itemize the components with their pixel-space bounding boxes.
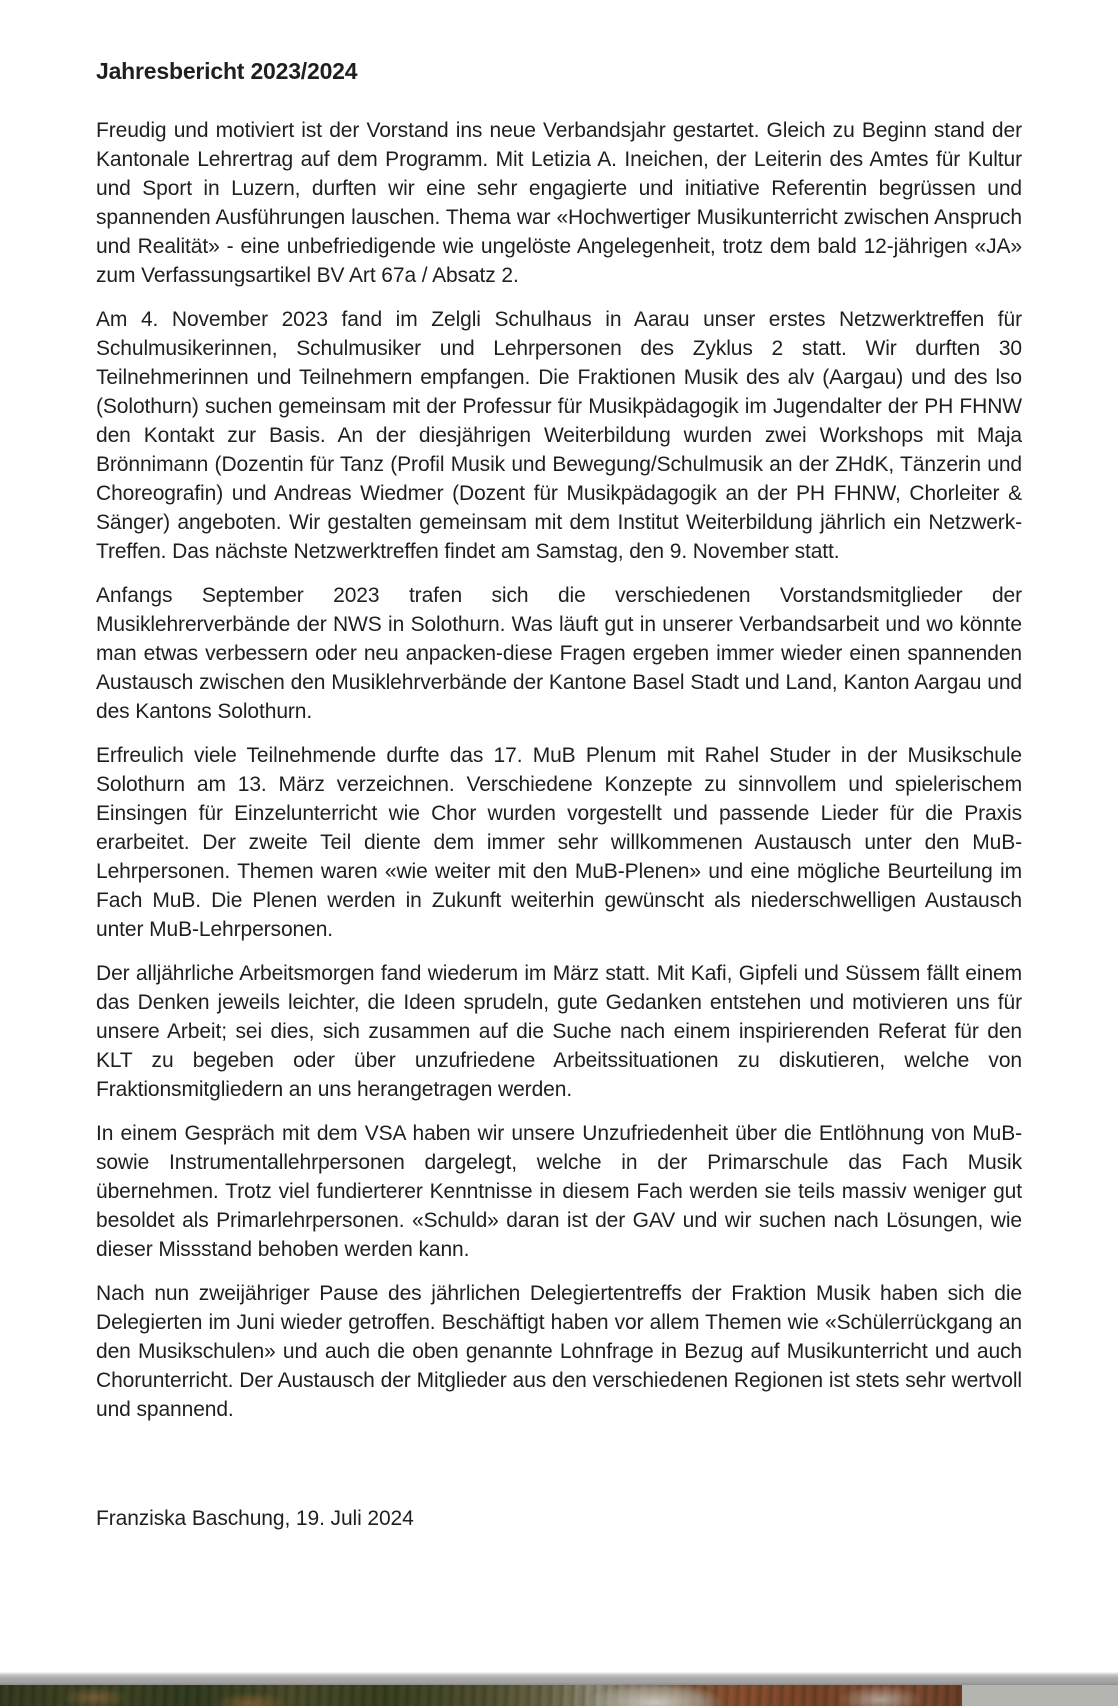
paragraph-vsa-entloehnung: In einem Gespräch mit dem VSA haben wir unsere Unzufriedenheit über die Entlöhnung von MuB- sowie Instrumentallehrpersonen dargelegt, welche in der Primarschule das Fach Musik übernehmen. Trotz viel fundierterer Kenntnisse in diesem Fach werden sie teils massiv weniger gut besoldet als Primarlehrpersonen. «Schuld» daran ist der GAV und wir suchen nach Lösungen, wie dieser Missstand behoben werden kann.	[96, 1122, 1022, 1261]
paragraph-vorstandsmitglieder-nws: Anfangs September 2023 trafen sich die verschiedenen Vorstandsmitglieder der Musiklehrerverbände der NWS in Solothurn. Was läuft gut in unserer Verbandsarbeit und wo könnte man etwas verbessern oder neu anpacken-diese Fragen ergeben immer wieder einen spannenden Austausch zwischen den Musiklehrverbände der Kantone Basel Stadt und Land, Kanton Aargau und des Kantons Solothurn.	[96, 584, 1022, 723]
next-page-strip	[0, 1685, 1118, 1706]
paragraph-arbeitsmorgen: Der alljährliche Arbeitsmorgen fand wiederum im März statt. Mit Kafi, Gipfeli und Süssem fällt einem das Denken jeweils leichter, die Ideen sprudeln, gute Gedanken entstehen und motivieren uns für unsere Arbeit; sei dies, sich zusammen auf die Suche nach einem inspirierenden Referat für den KLT zu begeben oder über unzufriedene Arbeitssituationen zu diskutieren, welche von Fraktionsmitgliedern an uns herangetragen werden.	[96, 962, 1022, 1101]
paragraph-delegiertentreff: Nach nun zweijähriger Pause des jährlichen Delegiertentreffs der Fraktion Musik haben sich die Delegierten im Juni wieder getroffen. Beschäftigt haben vor allem Themen wie «Schülerrückgang an den Musikschulen» und auch die oben genannte Lohnfrage in Bezug auf Musikunterricht und auch Chorunterricht. Der Austausch der Mitglieder aus den verschiedenen Regionen ist stets sehr wertvoll und spannend.	[96, 1282, 1022, 1421]
autumn-landscape-photo	[0, 1685, 962, 1706]
paragraph-netzwerktreffen: Am 4. November 2023 fand im Zelgli Schulhaus in Aarau unser erstes Netzwerktreffen für Schulmusikerinnen, Schulmusiker und Lehrpersonen des Zyklus 2 statt. Wir durften 30 Teilnehmerinnen und Teilnehmern empfangen. Die Fraktionen Musik des alv (Aargau) und des lso (Solothurn) suchen gemeinsam mit der Professur für Musikpädagogik im Jugendalter der PH FHNW den Kontakt zur Basis. An der diesjährigen Weiterbildung wurden zwei Workshops mit Maja Brönnimann (Dozentin für Tanz (Profil Musik und Bewegung/Schulmusik an der ZHdK, Tänzerin und Choreografin) und Andreas Wiedmer (Dozent für Musikpädagogik an der PH FHNW, Chorleiter & Sänger) angeboten. Wir gestalten gemeinsam mit dem Institut Weiterbildung jährlich ein Netzwerk-Treffen. Das nächste Netzwerktreffen findet am Samstag, den 9. November statt.	[96, 308, 1022, 563]
page-content	[96, 0, 1022, 1533]
page-title: Jahresbericht 2023/2024	[96, 58, 358, 84]
paragraph-intro-lehrertrag: Freudig und motiviert ist der Vorstand ins neue Verbandsjahr gestartet. Gleich zu Beginn stand der Kantonale Lehrertrag auf dem Programm. Mit Letizia A. Ineichen, der Leiterin des Amtes für Kultur und Sport in Luzern, durften wir eine sehr engagierte und initiative Referentin begrüssen und spannenden Ausführungen lauschen. Thema war «Hochwertiger Musikunterricht zwischen Anspruch und Realität» - eine unbefriedigende wie ungelöste Angelegenheit, trotz dem bald 12-jährigen «JA» zum Verfassungsartikel BV Art 67a / Absatz 2.	[96, 119, 1022, 287]
page-separator-bar	[0, 1672, 1118, 1685]
signature-line: Franziska Baschung, 19. Juli 2024	[96, 1507, 414, 1530]
paragraph-mub-plenum: Erfreulich viele Teilnehmende durfte das 17. MuB Plenum mit Rahel Studer in der Musikschule Solothurn am 13. März verzeichnen. Verschiedene Konzepte zu sinnvollem und spielerischem Einsingen für Einzelunterricht wie Chor wurden vorgestellt und passende Lieder für die Praxis erarbeitet. Der zweite Teil diente dem immer sehr willkommenen Austausch unter den MuB-Lehrpersonen. Themen waren «wie weiter mit den MuB-Plenen» und eine mögliche Beurteilung im Fach MuB. Die Plenen werden in Zukunft weiterhin gewünscht als niederschwelligen Austausch unter MuB-Lehrpersonen.	[96, 744, 1022, 941]
